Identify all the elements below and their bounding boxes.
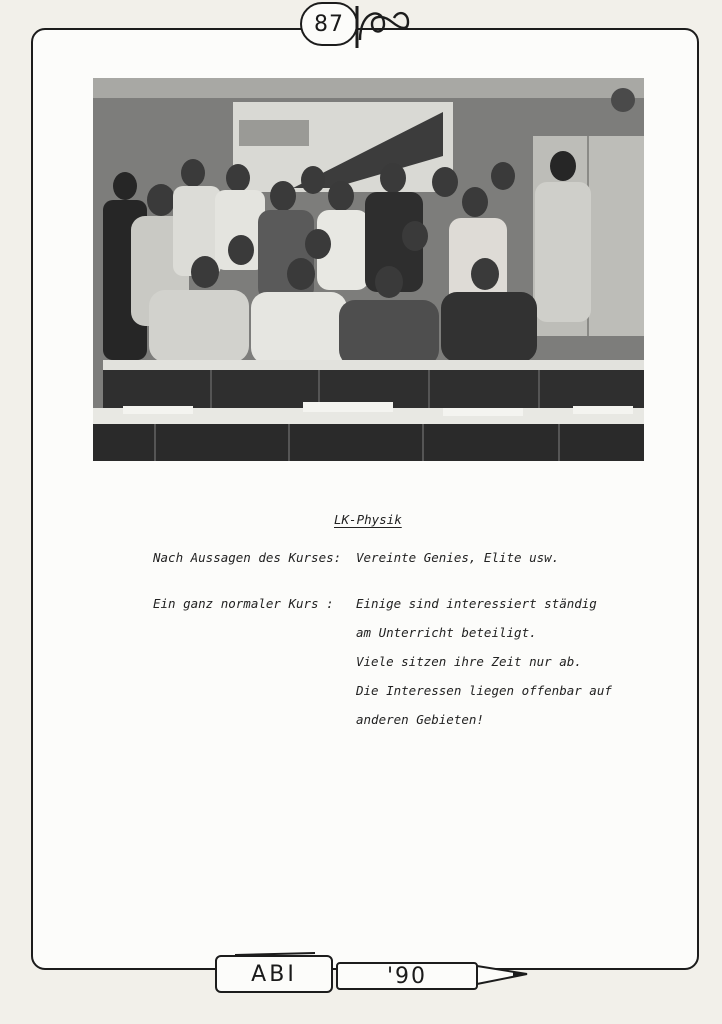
- entry-value-statement: Vereinte Genies, Elite usw.: [356, 550, 560, 565]
- entry-label-normal: Ein ganz normaler Kurs :: [153, 596, 334, 611]
- entry-line: am Unterricht beteiligt.: [356, 625, 537, 640]
- entry-line: anderen Gebieten!: [356, 712, 484, 727]
- abi-text: ABI: [251, 961, 297, 987]
- entry-label-statement: Nach Aussagen des Kurses:: [153, 550, 342, 565]
- class-photo: [93, 78, 644, 461]
- abi-label: [215, 955, 333, 993]
- entry-line: Einige sind interessiert ständig: [356, 596, 597, 611]
- paperclip-icon: [354, 0, 414, 50]
- year-label: [336, 962, 478, 990]
- page-number: [300, 2, 358, 46]
- course-title: LK-Physik: [334, 512, 402, 527]
- entry-line: Viele sitzen ihre Zeit nur ab.: [356, 654, 582, 669]
- year-text: '90: [386, 963, 428, 989]
- entry-line: Die Interessen liegen offenbar auf: [356, 683, 612, 698]
- page-number-text: 87: [314, 11, 344, 37]
